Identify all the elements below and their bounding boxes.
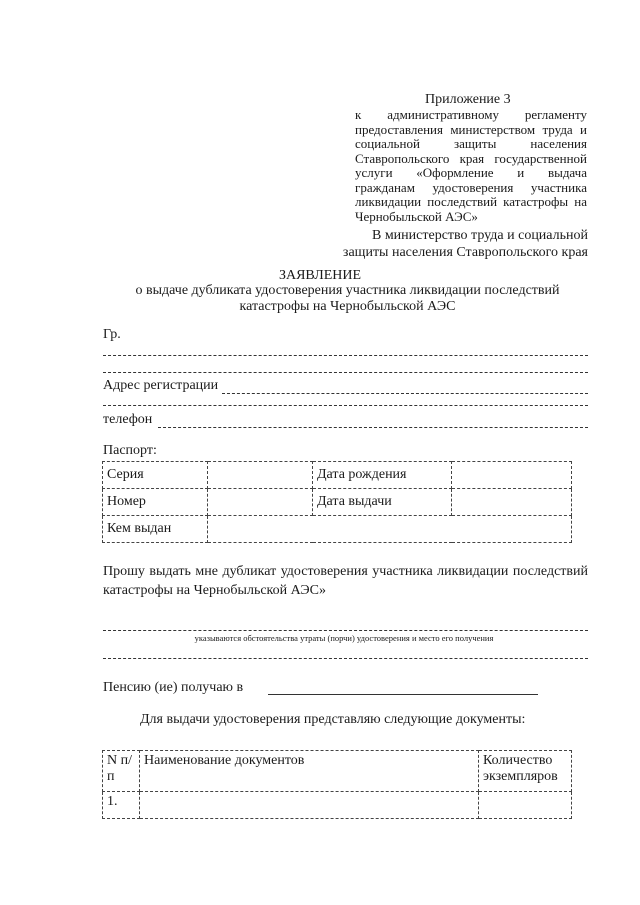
birth-date-label: Дата рождения bbox=[313, 462, 452, 489]
recipient bbox=[330, 227, 588, 261]
issue-date-field[interactable] bbox=[452, 489, 572, 516]
series-label: Серия bbox=[103, 462, 208, 489]
pension-label: Пенсию (ие) получаю в bbox=[103, 680, 244, 695]
document-title: ЗАЯВЛЕНИЕ bbox=[278, 268, 362, 283]
issued-by-field[interactable] bbox=[208, 516, 572, 543]
address-label: Адрес регистрации bbox=[103, 378, 219, 393]
circumstances-caption: указываются обстоятельства утраты (порчи) удостоверения и место его получения bbox=[194, 633, 494, 643]
issued-by-label: Кем выдан bbox=[103, 516, 208, 543]
document-subtitle: о выдаче дубликата удостоверения участника ликвидации последствий катастрофы на Чернобыльской АЭС bbox=[135, 283, 560, 314]
citizen-label: Гр. bbox=[103, 327, 121, 342]
citizen-name-field[interactable] bbox=[103, 355, 588, 356]
address-field[interactable] bbox=[222, 393, 588, 394]
row-count-field[interactable] bbox=[479, 792, 572, 819]
row-num: 1. bbox=[103, 792, 140, 819]
issue-date-label: Дата выдачи bbox=[313, 489, 452, 516]
birth-date-field[interactable] bbox=[452, 462, 572, 489]
passport-label: Паспорт: bbox=[103, 443, 157, 458]
circumstances-field-2[interactable] bbox=[103, 658, 588, 659]
pension-field[interactable] bbox=[268, 694, 538, 695]
col-num-header: N п/п bbox=[103, 751, 140, 792]
appendix-text: к административному регламенту предоставления министерством труда и социальной защиты населения Ставропольского края государственной услуги «Оформление и выдача гражданам удостоверения участника ликвидации последствий катастрофы на Чернобыльской АЭС» bbox=[355, 107, 587, 224]
number-label: Номер bbox=[103, 489, 208, 516]
recipient-line-2: защиты населения Ставропольского края bbox=[342, 245, 588, 260]
passport-table bbox=[102, 461, 572, 543]
phone-label: телефон bbox=[103, 412, 153, 427]
documents-table bbox=[102, 750, 572, 819]
phone-field[interactable] bbox=[158, 427, 588, 428]
number-field[interactable] bbox=[208, 489, 313, 516]
table-row bbox=[103, 792, 572, 819]
documents-intro: Для выдачи удостоверения представляю следующие документы: bbox=[140, 712, 526, 727]
col-count-header: Количество экземпляров bbox=[479, 751, 572, 792]
col-name-header: Наименование документов bbox=[140, 751, 479, 792]
series-field[interactable] bbox=[208, 462, 313, 489]
request-text: Прошу выдать мне дубликат удостоверения участника ликвидации последствий катастрофы на Чернобыльской АЭС» bbox=[103, 564, 588, 598]
appendix-title: Приложение 3 bbox=[425, 92, 511, 107]
circumstances-field[interactable] bbox=[103, 630, 588, 631]
citizen-name-field-2[interactable] bbox=[103, 372, 588, 373]
address-field-2[interactable] bbox=[103, 405, 588, 406]
row-name-field[interactable] bbox=[140, 792, 479, 819]
recipient-line-1: В министерство труда и социальной bbox=[371, 228, 588, 243]
